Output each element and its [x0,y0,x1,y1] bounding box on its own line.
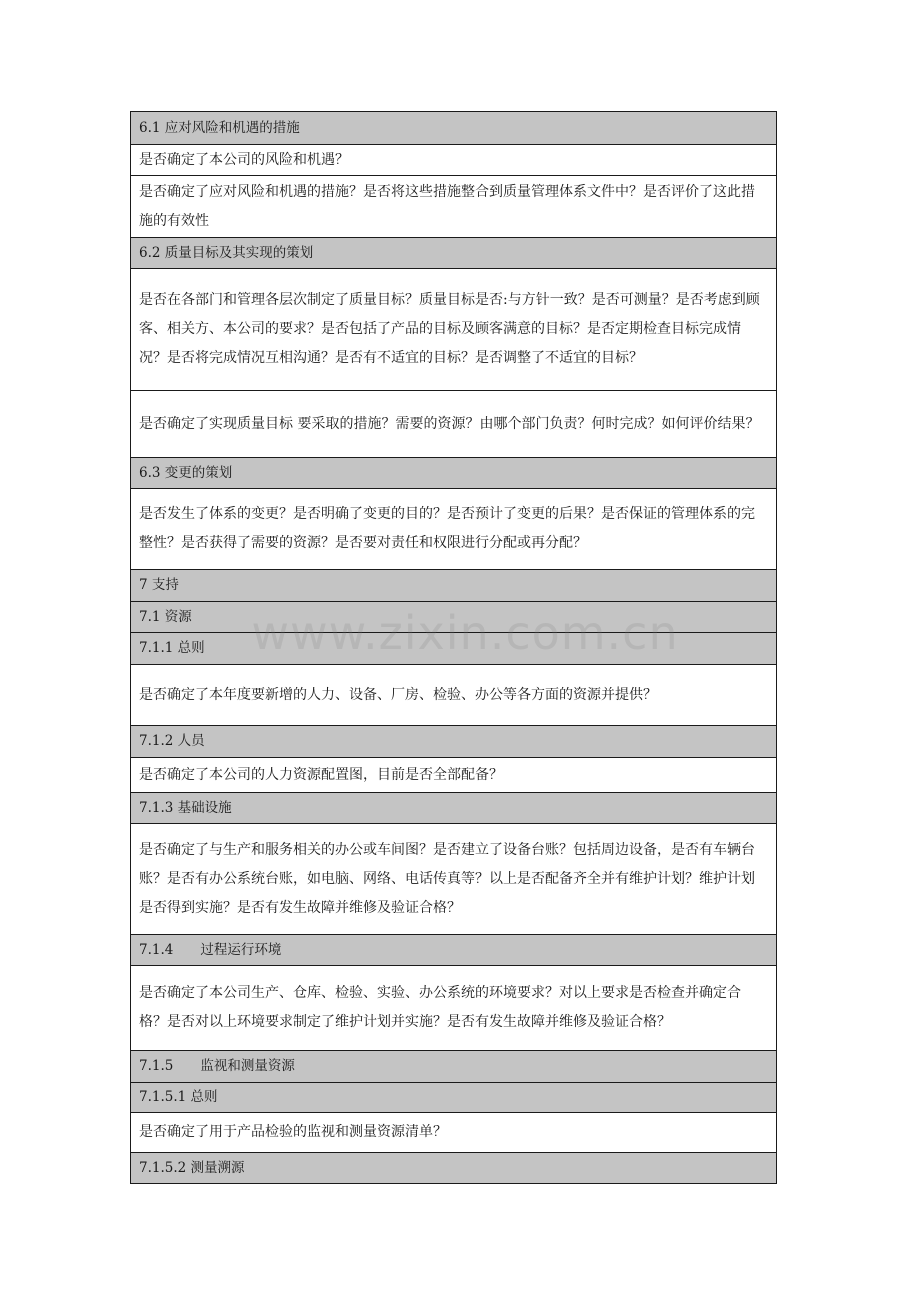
section-header-row [131,1153,777,1184]
question-row [131,824,777,935]
question-row [131,966,777,1051]
question-row [131,489,777,570]
question-text: 是否发生了体系的变更？是否明确了变更的目的？是否预计了变更的后果？是否保证的管理体系的完整性？是否获得了需要的资源？是否要对责任和权限进行分配或再分配？ [131,489,777,570]
question-row [131,176,777,238]
question-text: 是否确定了应对风险和机遇的措施？是否将这些措施整合到质量管理体系文件中？是否评价了这此措施的有效性 [131,176,777,238]
section-heading: 7.1.5.2 测量溯源 [131,1153,777,1184]
section-header-row [131,238,777,269]
question-row [131,269,777,391]
question-text: 是否确定了本公司的风险和机遇？ [131,145,777,176]
section-header-row [131,726,777,758]
section-header-row [131,112,777,145]
question-row [131,758,777,793]
section-heading: 7.1.3 基础设施 [131,793,777,824]
question-text: 是否确定了本公司的人力资源配置图，目前是否全部配备？ [131,758,777,793]
section-heading: 7.1.2 人员 [131,726,777,758]
section-heading: 7.1.4 过程运行环境 [131,935,777,966]
section-header-row [131,935,777,966]
question-row [131,145,777,176]
section-header-row [131,570,777,602]
section-heading: 7.1.5 监视和测量资源 [131,1051,777,1083]
section-header-row [131,602,777,633]
question-row [131,391,777,458]
section-heading: 7.1.1 总则 [131,633,777,665]
checklist-table [130,111,777,1184]
question-text: 是否确定了实现质量目标 要采取的措施？需要的资源？由哪个部门负责？何时完成？如何评价结果？ [131,391,777,458]
section-heading: 7 支持 [131,570,777,602]
section-heading: 7.1.5.1 总则 [131,1083,777,1113]
question-text: 是否确定了用于产品检验的监视和测量资源清单？ [131,1113,777,1153]
question-text: 是否确定了与生产和服务相关的办公或车间图？是否建立了设备台账？包括周边设备，是否有车辆台账？是否有办公系统台账，如电脑、网络、电话传真等？以上是否配备齐全并有维护计划？维护计划是否得到实施？是否有发生故障并维修及验证合格？ [131,824,777,935]
question-row [131,1113,777,1153]
question-row [131,665,777,726]
section-header-row [131,458,777,489]
section-header-row [131,1051,777,1083]
section-heading: 6.1 应对风险和机遇的措施 [131,112,777,145]
section-header-row [131,1083,777,1113]
question-text: 是否确定了本年度要新增的人力、设备、厂房、检验、办公等各方面的资源并提供？ [131,665,777,726]
section-heading: 7.1 资源 [131,602,777,633]
section-heading: 6.3 变更的策划 [131,458,777,489]
section-header-row [131,633,777,665]
section-header-row [131,793,777,824]
checklist-body [131,112,777,1184]
question-text: 是否确定了本公司生产、仓库、检验、实验、办公系统的环境要求？对以上要求是否检查并确定合格？是否对以上环境要求制定了维护计划并实施？是否有发生故障并维修及验证合格？ [131,966,777,1051]
section-heading: 6.2 质量目标及其实现的策划 [131,238,777,269]
question-text: 是否在各部门和管理各层次制定了质量目标？质量目标是否:与方针一致？是否可测量？是否考虑到顾客、相关方、本公司的要求？是否包括了产品的目标及顾客满意的目标？是否定期检查目标完成情况？是否将完成情况互相沟通？是否有不适宜的目标？是否调整了不适宜的目标？ [131,269,777,391]
